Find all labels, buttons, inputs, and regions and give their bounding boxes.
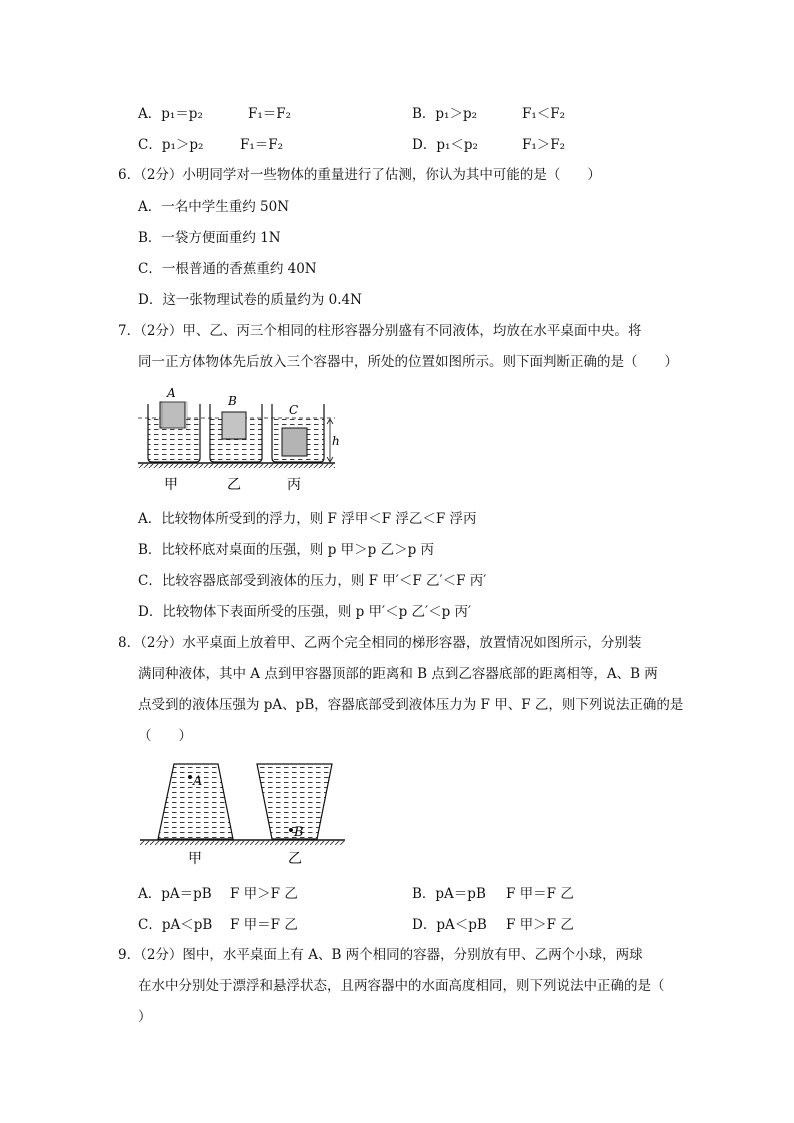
q5-option-a: A．p₁＝p₂ <box>138 106 203 122</box>
q8-option-a-force: F 甲＞F 乙 <box>230 886 298 902</box>
q8-option-c-force: F 甲＝F 乙 <box>230 917 298 933</box>
q6-option-b: B．一袋方便面重约 1N <box>138 230 281 246</box>
q9-stem-line2: 在水中分别处于漂浮和悬浮状态，且两容器中的水面高度相同，则下列说法中正确的是（ <box>138 978 665 994</box>
q6-option-d: D．这一张物理试卷的质量约为 0.4N <box>138 292 362 308</box>
q8-stem-line2: 满同种液体，其中 A 点到甲容器顶部的距离和 B 点到乙容器底部的距离相等，A、B 两 <box>138 666 658 682</box>
container-yi <box>210 404 262 462</box>
fig8-label-b: B <box>294 825 304 840</box>
fig7-label-a: A <box>167 386 176 400</box>
fig7-label-b: B <box>228 394 237 408</box>
fig8-label-a: A <box>193 774 203 789</box>
q5-option-a-force: F₁＝F₂ <box>248 106 292 122</box>
fig7-label-yi: 乙 <box>227 477 241 493</box>
q7-option-d: D．比较物体下表面所受的压强，则 p 甲′＜p 乙′＜p 丙′ <box>138 604 472 620</box>
q5-option-d-force: F₁＞F₂ <box>522 137 566 153</box>
fig8-label-yi: 乙 <box>288 851 302 867</box>
fig7-label-h: h <box>332 434 340 448</box>
q8-option-a: A．pA＝pB <box>138 886 212 902</box>
container-jia <box>148 402 200 462</box>
q5-option-d: D．p₁＜p₂ <box>412 137 478 153</box>
q8-figure <box>140 760 360 870</box>
fig7-label-c: C <box>289 403 299 417</box>
q6-option-c: C．一根普通的香蕉重约 40N <box>138 261 317 277</box>
q8-option-d: D．pA＜pB <box>412 917 487 933</box>
q7-option-b: B．比较杯底对桌面的压强，则 p 甲＞p 乙＞p 丙 <box>138 542 435 558</box>
q5-option-c-force: F₁＝F₂ <box>240 137 284 153</box>
q8-option-b-force: F 甲＝F 乙 <box>506 886 574 902</box>
q8-option-b: B．pA＝pB <box>412 886 486 902</box>
fig7-label-bing: 丙 <box>287 477 301 493</box>
q6-stem: 6．（2分）小明同学对一些物体的重量进行了估测，你认为其中可能的是（ ） <box>118 167 601 183</box>
q7-stem-line2: 同一正方体物体先后放入三个容器中，所处的位置如图所示。则下面判断正确的是（ ） <box>138 354 678 370</box>
q7-option-c: C．比较容器底部受到液体的压力，则 F 甲′＜F 乙′＜F 丙′ <box>138 573 487 589</box>
fig8-label-jia: 甲 <box>188 851 202 867</box>
fig7-label-jia: 甲 <box>164 477 178 493</box>
q7-option-a: A．比较物体所受到的浮力，则 F 浮甲＜F 浮乙＜F 浮丙 <box>138 511 477 527</box>
q6-option-a: A．一名中学生重约 50N <box>138 199 290 215</box>
q5-option-b: B．p₁＞p₂ <box>412 106 478 122</box>
q9-stem-line3: ） <box>138 1009 152 1025</box>
q7-figure <box>130 382 350 494</box>
q9-stem-line1: 9．（2分）图中，水平桌面上有 A、B 两个相同的容器，分别放有甲、乙两个小球，两球 <box>118 947 643 963</box>
q5-option-c: C．p₁＞p₂ <box>138 137 204 153</box>
q7-stem-line1: 7．（2分）甲、乙、丙三个相同的柱形容器分别盛有不同液体，均放在水平桌面中央。将 <box>118 323 642 339</box>
q8-stem-line1: 8．（2分）水平桌面上放着甲、乙两个完全相同的梯形容器，放置情况如图所示，分别装 <box>118 635 642 651</box>
q5-option-b-force: F₁＜F₂ <box>522 106 566 122</box>
q8-stem-line4: （ ） <box>138 728 192 744</box>
q8-option-d-force: F 甲＞F 乙 <box>506 917 574 933</box>
q8-option-c: C．pA＜pB <box>138 917 213 933</box>
q8-stem-line3: 点受到的液体压强为 pA、pB，容器底部受到液体压力为 F 甲、F 乙，则下列说法正确的是 <box>138 697 684 713</box>
